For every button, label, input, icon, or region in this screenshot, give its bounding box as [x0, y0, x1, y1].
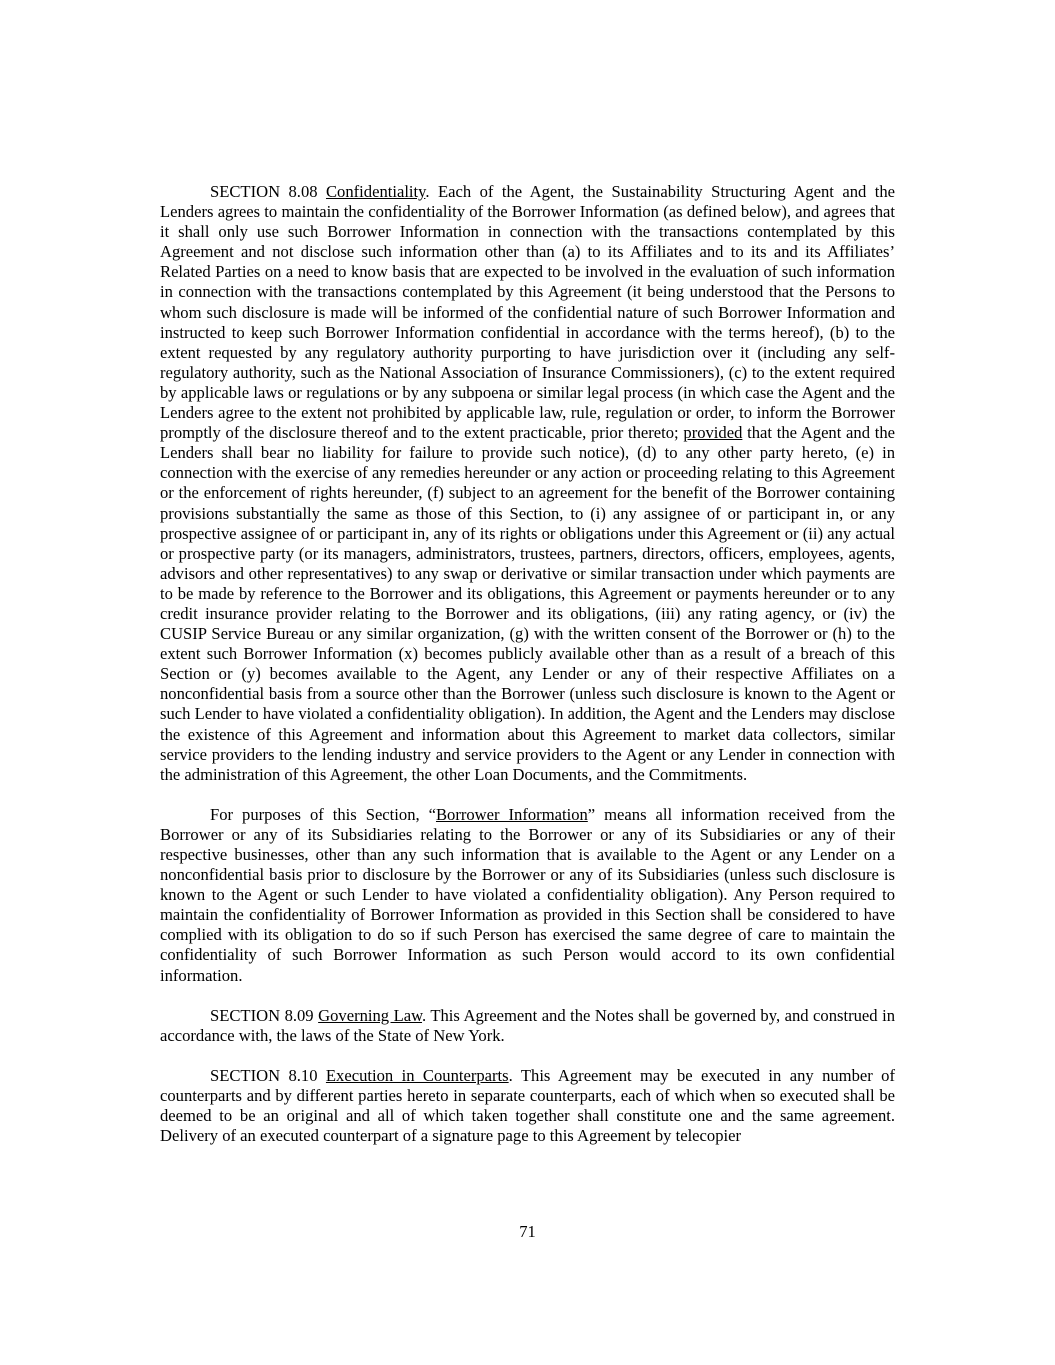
document-body — [160, 182, 895, 1146]
paragraph-section-8-10 — [160, 1066, 895, 1146]
text-run: SECTION 8.08 — [210, 182, 326, 201]
underlined-term: Confidentiality — [325, 182, 426, 201]
page-number: 71 — [519, 1222, 536, 1241]
text-run: . This Agreement and the Notes shall be governed by, and construed in accordance with, the laws of the State of New York. — [160, 1005, 895, 1045]
paragraph-section-8-08 — [160, 182, 895, 785]
text-run: SECTION 8.09 — [210, 1005, 319, 1025]
underlined-term: provided — [683, 423, 743, 443]
text-run: SECTION 8.10 — [210, 1065, 326, 1085]
paragraph-section-8-09 — [160, 1006, 895, 1046]
underlined-term: Borrower Information — [435, 804, 588, 824]
text-run: ” means all information received from the Borrower or any of its Subsidiaries relating to the Borrower or any of its Subsidiaries or any of their respective businesses, other than any such information that is available to the Agent or any Lender on a nonconfidential basis prior to disclosure by the Borrower or any of its Subsidiaries (unless such disclosure is known to the Agent or such Lender to have violated a confidentiality obligation). Any Person required to maintain the confidentiality of Borrower Information as provided in this Section shall be considered to have complied with its obligation to do so if such Person has exercised the same degree of care to maintain the confidentiality of such Borrower Information as such Person would accord to its own confidential information. — [160, 804, 896, 985]
underlined-term: Execution in Counterparts — [325, 1065, 509, 1085]
text-run: For purposes of this Section, “ — [210, 804, 436, 824]
paragraph-borrower-information-definition — [160, 805, 895, 986]
text-run: that the Agent and the Lenders shall bear no liability for failure to provide such notice), (d) to any other party hereto, (e) in connection with the exercise of any remedies hereunder or any action or proceeding relating to this Agreement or the enforcement of rights hereunder, (f) subject to an agreement for the benefit of the Borrower containing provisions substantially the same as those of this Section, to (i) any assignee of or participant in, or any prospective assignee of or participant in, any of its rights or obligations under this Agreement or (ii) any actual or prospective party (or its managers, administrators, trustees, partners, directors, officers, employees, agents, advisors and other representatives) to any swap or derivative or similar transaction under which payments are to be made by reference to the Borrower and its obligations, this Agreement or payments hereunder or to any credit insurance provider relating to the Borrower and its obligations, (iii) any rating agency, or (iv) the CUSIP Service Bureau or any similar organization, (g) with the written consent of the Borrower or (h) to the extent such Borrower Information (x) becomes publicly available other than as a result of a breach of this Section or (y) becomes available to the Agent, any Lender or any of their respective Affiliates on a nonconfidential basis from a source other than the Borrower (unless such disclosure is known to the Agent or such Lender to have violated a confidentiality obligation). In addition, the Agent and the Lenders may disclose the existence of this Agreement and information about this Agreement to market data collectors, similar service providers to the lending industry and service providers to the Agent or any Lender in connection with the administration of this Agreement, the other Loan Documents, and the Commitments. — [160, 423, 896, 784]
underlined-term: Governing Law — [318, 1005, 423, 1025]
text-run: . Each of the Agent, the Sustainability Structuring Agent and the Lenders agrees to maintain the confidentiality of the Borrower Information (as defined below), and agrees that it shall only use such Borrower Information in connection with the transactions contemplated by this Agreement and not disclose such information other than (a) to its Affiliates and to its and its Affiliates’ Related Parties on a need to know basis that are expected to be involved in the evaluation of such information in connection with the transactions contemplated by this Agreement (it being understood that the Persons to whom such disclosure is made will be informed of the confidential nature of such Borrower Information and instructed to keep such Borrower Information confidential in accordance with the terms hereof), (b) to the extent requested by any regulatory authority purporting to have jurisdiction over it (including any self-regulatory authority, such as the National Association of Insurance Commissioners), (c) to the extent required by applicable laws or regulations or by any subpoena or similar legal process (in which case the Agent and the Lenders agree to the extent not prohibited by applicable law, rule, regulation or order, to inform the Borrower promptly of the disclosure thereof and to the extent practicable, prior thereto; — [160, 182, 896, 443]
text-run: . This Agreement may be executed in any number of counterparts and by different parties hereto in separate counterparts, each of which when so executed shall be deemed to be an original and all of which taken together shall constitute one and the same agreement. Delivery of an executed counterpart of a signature page to this Agreement by telecopier — [160, 1065, 895, 1146]
